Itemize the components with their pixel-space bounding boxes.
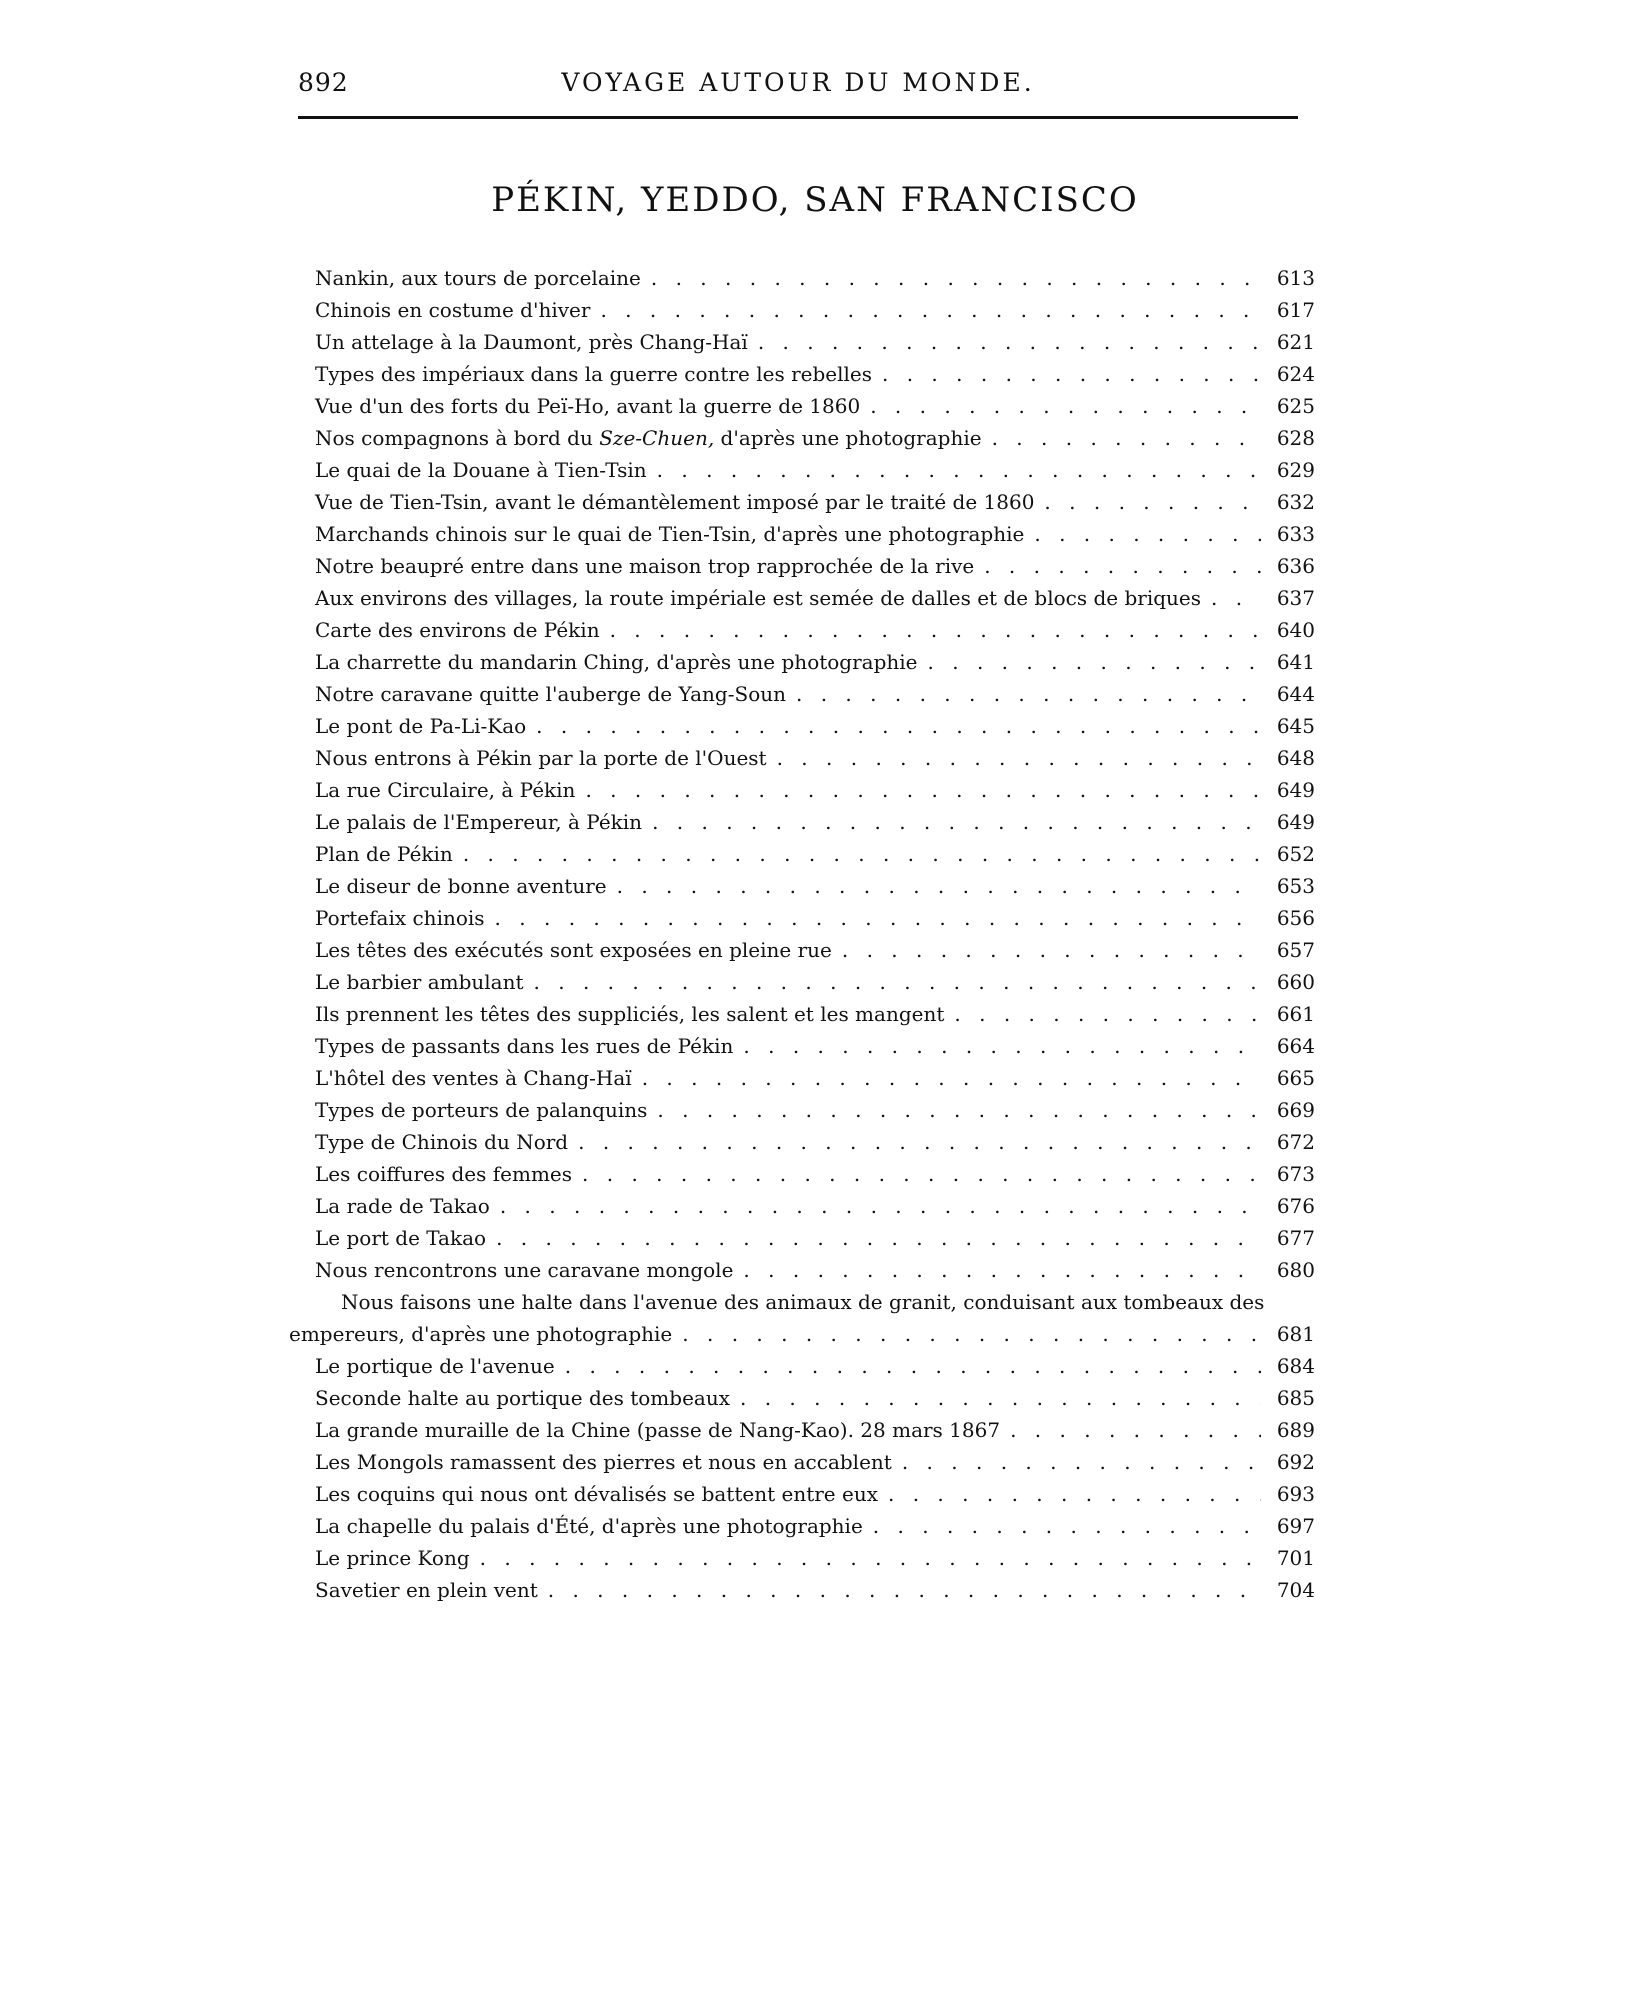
toc-entry-label: Marchands chinois sur le quai de Tien-Tsin, d'après une photographie	[315, 522, 1025, 546]
toc-entry-page: 637	[1276, 586, 1315, 610]
toc-entry-page: 617	[1276, 298, 1315, 322]
dot-leader	[1211, 582, 1261, 614]
toc-entry-label: Vue d'un des forts du Peï-Ho, avant la guerre de 1860	[315, 394, 861, 418]
dot-leader	[548, 1574, 1261, 1606]
toc-entry-label: Les têtes des exécutés sont exposées en pleine rue	[315, 938, 832, 962]
toc-entry	[315, 1062, 1315, 1094]
dot-leader	[578, 1126, 1261, 1158]
toc-entry-label: L'hôtel des ventes à Chang-Haï	[315, 1066, 632, 1090]
toc-entry-label: Le prince Kong	[315, 1546, 470, 1570]
dot-leader	[882, 358, 1261, 390]
toc-entry	[289, 1318, 1315, 1350]
toc-entry	[315, 1350, 1315, 1382]
toc-entry-label-post: d'après une photographie	[714, 426, 982, 450]
toc-entry	[315, 262, 1315, 294]
toc-entry-page: 640	[1276, 618, 1315, 642]
toc-entry-label: empereurs, d'après une photographie	[289, 1322, 673, 1346]
toc-entry-page: 684	[1276, 1354, 1315, 1378]
toc-entry-page: 704	[1276, 1578, 1315, 1602]
header-rule	[298, 116, 1298, 119]
toc-entry-label: Portefaix chinois	[315, 906, 485, 930]
toc-entry-label: Le pont de Pa-Li-Kao	[315, 714, 527, 738]
dot-leader	[657, 1094, 1261, 1126]
toc-entry-page: 697	[1276, 1514, 1315, 1538]
toc-entry	[315, 1030, 1315, 1062]
toc-entry-label: Les Mongols ramassent des pierres et nous en accablent	[315, 1450, 892, 1474]
toc-entry	[315, 1382, 1315, 1414]
toc-entry-label-pre: Nos compagnons à bord du	[315, 426, 600, 450]
toc-entry-page: 665	[1276, 1066, 1315, 1090]
toc-entry-label: Type de Chinois du Nord	[315, 1130, 569, 1154]
toc-entry	[315, 646, 1315, 678]
page-number: 892	[298, 68, 349, 97]
toc-entry-page: 652	[1276, 842, 1315, 866]
toc-entry-label: Le port de Takao	[315, 1226, 487, 1250]
toc-entry	[315, 1446, 1315, 1478]
dot-leader	[480, 1542, 1261, 1574]
toc-entry-page: 673	[1276, 1162, 1315, 1186]
toc-entry	[315, 294, 1315, 326]
toc-entry-label: Les coquins qui nous ont dévalisés se battent entre eux	[315, 1482, 878, 1506]
toc-entry-page: 621	[1276, 330, 1315, 354]
toc-entry	[315, 1510, 1315, 1542]
toc-entry-label: Savetier en plein vent	[315, 1578, 538, 1602]
running-title: VOYAGE AUTOUR DU MONDE.	[561, 68, 1035, 97]
toc-entry	[315, 838, 1315, 870]
dot-leader	[842, 934, 1261, 966]
toc-entry	[315, 742, 1315, 774]
toc-entry	[315, 486, 1315, 518]
toc-entry-label: La grande muraille de la Chine (passe de Nang-Kao). 28 mars 1867	[315, 1418, 1001, 1442]
toc-entry-page: 680	[1276, 1258, 1315, 1282]
toc-entry	[315, 806, 1315, 838]
toc-entry-label: Seconde halte au portique des tombeaux	[315, 1386, 730, 1410]
toc-entry	[315, 1414, 1315, 1446]
dot-leader	[585, 774, 1261, 806]
toc-entry-page: 633	[1276, 522, 1315, 546]
toc-entry-label: Ils prennent les têtes des suppliciés, les salent et les mangent	[315, 1002, 945, 1026]
toc-entry	[315, 1542, 1315, 1574]
toc-entry	[315, 1190, 1315, 1222]
toc-entry	[315, 1126, 1315, 1158]
toc-entry-label: Notre caravane quitte l'auberge de Yang-Soun	[315, 682, 786, 706]
toc-entry-page: 669	[1276, 1098, 1315, 1122]
toc-entry-label: Nous entrons à Pékin par la porte de l'Ouest	[315, 746, 767, 770]
dot-leader	[777, 742, 1261, 774]
toc-entry	[315, 678, 1315, 710]
toc-entry	[315, 614, 1315, 646]
toc-entry-page: 656	[1276, 906, 1315, 930]
toc-entry-page: 649	[1276, 810, 1315, 834]
toc-entry-page: 685	[1276, 1386, 1315, 1410]
toc-entry	[315, 1094, 1315, 1126]
toc-entry	[315, 326, 1315, 358]
toc-entry	[315, 710, 1315, 742]
dot-leader	[600, 294, 1261, 326]
toc-entry-page: 657	[1276, 938, 1315, 962]
toc-entry-page: 677	[1276, 1226, 1315, 1250]
toc-entry	[315, 390, 1315, 422]
toc-entry	[315, 1574, 1315, 1606]
toc-entry-page: 645	[1276, 714, 1315, 738]
toc-entry-page: 628	[1276, 426, 1315, 450]
dot-leader	[1044, 486, 1261, 518]
toc-entry-page: 693	[1276, 1482, 1315, 1506]
toc-entry	[315, 870, 1315, 902]
toc-entry-label: Chinois en costume d'hiver	[315, 298, 591, 322]
toc-entry-label: La rade de Takao	[315, 1194, 490, 1218]
toc-entry-label: La rue Circulaire, à Pékin	[315, 778, 576, 802]
toc-entry-label	[315, 422, 982, 454]
toc-entry-page: 629	[1276, 458, 1315, 482]
toc-entry-label: Vue de Tien-Tsin, avant le démantèlement imposé par le traité de 1860	[315, 490, 1035, 514]
dot-leader	[652, 806, 1261, 838]
toc-entry-label: Le barbier ambulant	[315, 970, 524, 994]
toc-entry	[315, 422, 1315, 454]
toc-entry-page: 672	[1276, 1130, 1315, 1154]
toc-entry-page: 644	[1276, 682, 1315, 706]
toc-entry-first-line: Nous faisons une halte dans l'avenue des animaux de granit, conduisant aux tombeaux des	[341, 1290, 1265, 1314]
toc-entry-page: 649	[1276, 778, 1315, 802]
dot-leader	[888, 1478, 1261, 1510]
toc-entry-page: 648	[1276, 746, 1315, 770]
toc-entry	[315, 454, 1315, 486]
toc-entry-page: 641	[1276, 650, 1315, 674]
toc-entry-label: Le quai de la Douane à Tien-Tsin	[315, 458, 647, 482]
toc-entry-page: 689	[1276, 1418, 1315, 1442]
toc-entry	[315, 1254, 1315, 1286]
dot-leader	[740, 1382, 1261, 1414]
dot-leader	[743, 1030, 1261, 1062]
toc-entry-label: Un attelage à la Daumont, près Chang-Haï	[315, 330, 748, 354]
toc-entry-page: 676	[1276, 1194, 1315, 1218]
toc-entry-page: 660	[1276, 970, 1315, 994]
running-header	[298, 64, 1298, 108]
dot-leader	[500, 1190, 1261, 1222]
dot-leader	[1034, 518, 1261, 550]
toc-entry	[315, 582, 1315, 614]
dot-leader	[536, 710, 1261, 742]
toc-entry-label: Aux environs des villages, la route impériale est semée de dalles et de blocs de briques	[315, 586, 1202, 610]
dot-leader	[565, 1350, 1261, 1382]
toc-entry	[315, 998, 1315, 1030]
dot-leader	[682, 1318, 1261, 1350]
dot-leader	[743, 1254, 1261, 1286]
toc-entry-label: Le diseur de bonne aventure	[315, 874, 607, 898]
toc-entry-page: 692	[1276, 1450, 1315, 1474]
section-title: PÉKIN, YEDDO, SAN FRANCISCO	[491, 180, 1139, 220]
dot-leader	[984, 550, 1261, 582]
dot-leader	[610, 614, 1261, 646]
toc-entry-page: 653	[1276, 874, 1315, 898]
dot-leader	[495, 902, 1261, 934]
toc-entry-label: Types de passants dans les rues de Pékin	[315, 1034, 734, 1058]
toc-entry-label: Carte des environs de Pékin	[315, 618, 600, 642]
dot-leader	[642, 1062, 1261, 1094]
dot-leader	[1010, 1414, 1261, 1446]
toc-entry-label: Les coiffures des femmes	[315, 1162, 573, 1186]
toc-entry	[315, 358, 1315, 390]
dot-leader	[796, 678, 1261, 710]
toc-entry-page: 661	[1276, 1002, 1315, 1026]
toc-entry-page: 613	[1276, 266, 1315, 290]
toc-entry-page: 632	[1276, 490, 1315, 514]
toc-entry-page: 701	[1276, 1546, 1315, 1570]
ship-name: Sze-Chuen,	[599, 426, 715, 450]
toc-entry	[315, 934, 1315, 966]
toc-entry-page: 664	[1276, 1034, 1315, 1058]
toc-entry-page: 624	[1276, 362, 1315, 386]
toc-entry-label: Le portique de l'avenue	[315, 1354, 555, 1378]
toc-entry	[315, 902, 1315, 934]
dot-leader	[496, 1222, 1261, 1254]
dot-leader	[651, 262, 1261, 294]
dot-leader	[873, 1510, 1261, 1542]
toc-entry-label: Notre beaupré entre dans une maison trop rapprochée de la rive	[315, 554, 975, 578]
toc-entry	[315, 1478, 1315, 1510]
toc-entry-label: Nankin, aux tours de porcelaine	[315, 266, 641, 290]
toc-entry-label: La charrette du mandarin Ching, d'après une photographie	[315, 650, 918, 674]
toc-entry-label: Types de porteurs de palanquins	[315, 1098, 648, 1122]
toc-entry	[315, 1222, 1315, 1254]
dot-leader	[902, 1446, 1261, 1478]
toc-entry	[315, 1158, 1315, 1190]
dot-leader	[534, 966, 1261, 998]
toc-entry	[315, 518, 1315, 550]
toc-list	[289, 262, 1315, 1606]
toc-entry-page: 636	[1276, 554, 1315, 578]
dot-leader	[617, 870, 1261, 902]
toc-entry	[315, 966, 1315, 998]
toc-entry-page: 681	[1276, 1322, 1315, 1346]
toc-entry-label: La chapelle du palais d'Été, d'après une photographie	[315, 1514, 863, 1538]
toc-entry-label: Nous rencontrons une caravane mongole	[315, 1258, 734, 1282]
dot-leader	[870, 390, 1261, 422]
dot-leader	[463, 838, 1261, 870]
toc-entry-label: Types des impériaux dans la guerre contre les rebelles	[315, 362, 872, 386]
dot-leader	[582, 1158, 1261, 1190]
toc-entry	[315, 550, 1315, 582]
dot-leader	[657, 454, 1261, 486]
dot-leader	[928, 646, 1261, 678]
dot-leader	[954, 998, 1261, 1030]
toc-entry-label: Plan de Pékin	[315, 842, 453, 866]
dot-leader	[758, 326, 1261, 358]
dot-leader	[992, 422, 1261, 454]
toc-entry-label: Le palais de l'Empereur, à Pékin	[315, 810, 643, 834]
toc-entry	[315, 774, 1315, 806]
toc-entry-page: 625	[1276, 394, 1315, 418]
